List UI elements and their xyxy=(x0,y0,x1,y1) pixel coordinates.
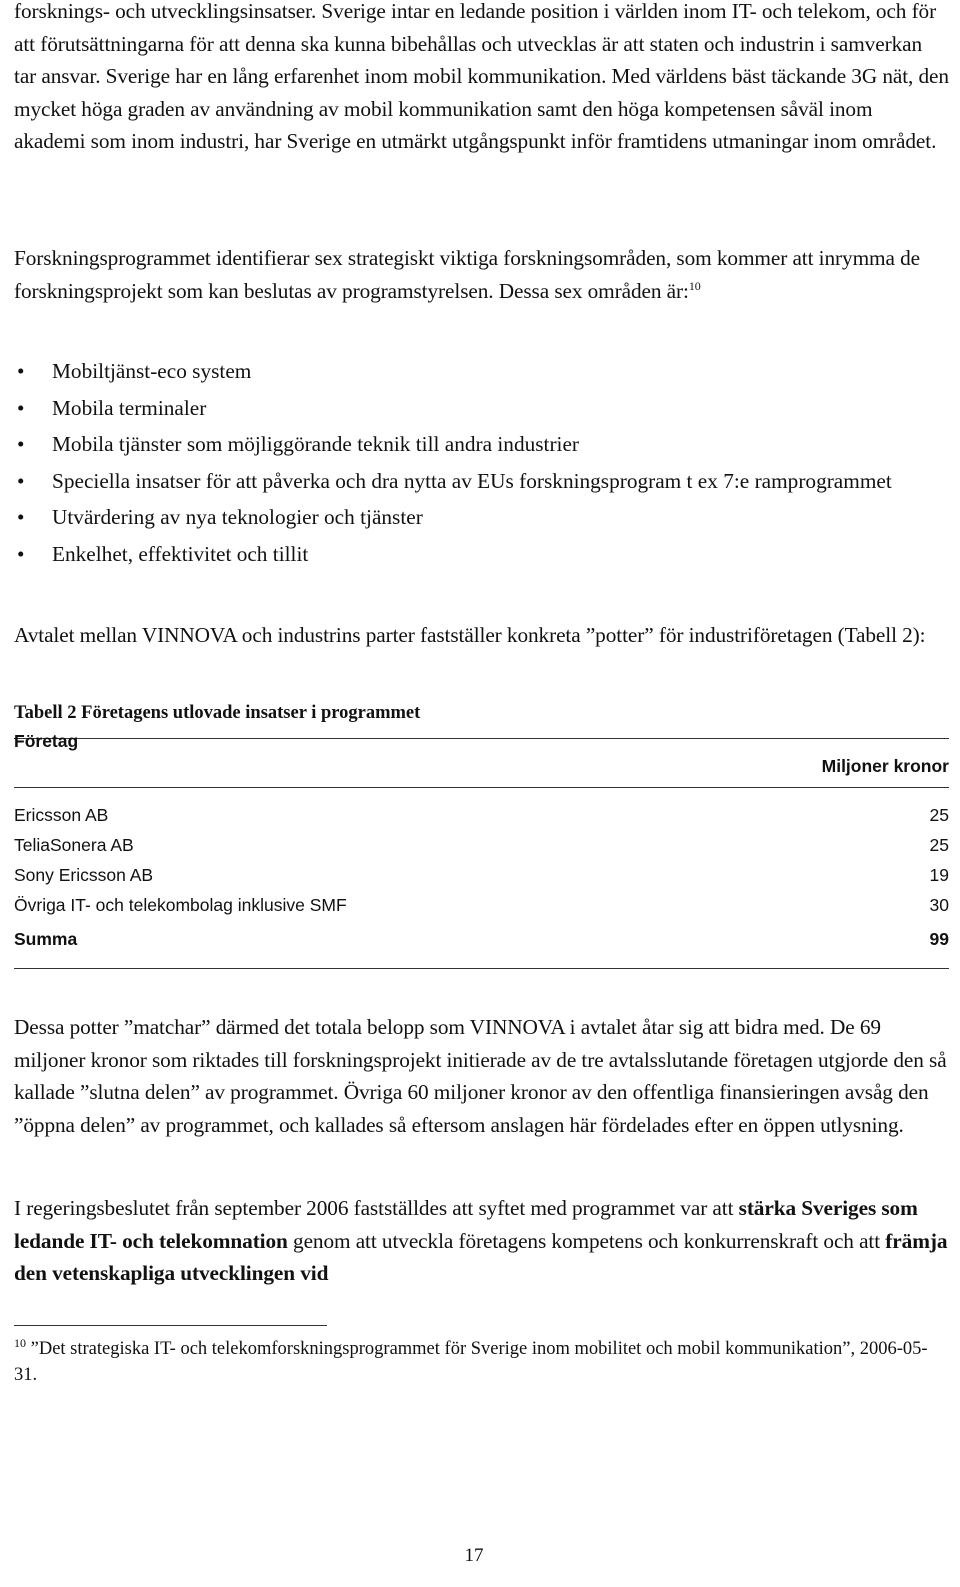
list-item xyxy=(14,465,949,498)
table-header-rule xyxy=(14,787,949,788)
paragraph-matching: Dessa potter ”matchar” därmed det totala belopp som VINNOVA i avtalet åtar sig att bidra med. De 69 miljoner kronor som riktades till forskningsprojekt initierade av de tre avtalsslutande företagen utgjorde den så kallade ”slutna delen” av programmet. Övriga 60 miljoner kronor av den offentliga finansieringen avsåg den ”öppna delen” av programmet, och kallades så eftersom anslagen här fördelades efter en öppen utlysning. xyxy=(14,1015,947,1137)
table-row xyxy=(14,830,949,860)
p5-text-c: genom att utveckla företagens kompetens och konkurrenskraft och att xyxy=(287,1228,886,1253)
footnote-text: ”Det strategiska IT- och telekomforskningsprogrammet för Sverige inom mobilitet och mobil kommunikation”, 2006-05-31. xyxy=(14,1339,928,1385)
column-header-company: Företag xyxy=(14,730,79,751)
bullet-icon: • xyxy=(17,432,25,456)
p5-bold-d: främja den vetenskapliga utvecklingen vid xyxy=(14,1228,948,1285)
company-cell: Övriga IT- och telekombolag inklusive SMF xyxy=(14,894,347,915)
bullet-icon: • xyxy=(17,468,25,493)
amount-cell: 25 xyxy=(929,834,949,855)
list-item-text: Speciella insatser för att påverka och dra nytta av EUs forskningsprogram t ex 7:e ramprogrammet xyxy=(52,468,892,493)
bullet-icon: • xyxy=(17,395,25,420)
list-item xyxy=(14,538,949,571)
list-item xyxy=(14,392,949,425)
p5-text-a: I regeringsbeslutet från september 2006 fastställdes att syftet med programmet var att xyxy=(14,1196,739,1220)
bullet-icon: • xyxy=(17,359,25,383)
bullet-icon: • xyxy=(17,505,25,529)
paragraph-agreement: Avtalet mellan VINNOVA och industrins parter fastställer konkreta ”potter” för industriföretagen (Tabell 2): xyxy=(14,623,926,647)
table-row xyxy=(14,800,949,830)
footnote-number: 10 xyxy=(14,1335,26,1350)
list-item-text: Enkelhet, effektivitet och tillit xyxy=(52,541,309,566)
table-header xyxy=(14,730,949,779)
page-number: 17 xyxy=(464,1545,484,1566)
p5-bold-b: stärka Sveriges som ledande IT- och telekomnation xyxy=(14,1196,918,1253)
list-item-text: Mobila tjänster som möjliggörande teknik till andra industrier xyxy=(52,432,579,456)
research-areas-list xyxy=(14,355,949,574)
paragraph-research-areas-text: Forskningsprogrammet identifierar sex strategiskt viktiga forskningsområden, som kommer att inrymma de forskningsprojekt som kan beslutas av programstyrelsen. Dessa sex områden är: xyxy=(14,246,920,303)
column-header-amount: Miljoner kronor xyxy=(821,756,949,776)
table-sum-row xyxy=(14,924,949,954)
paragraph-government-decision xyxy=(14,1192,949,1290)
list-item-text: Mobiltjänst-eco system xyxy=(52,359,252,383)
bullet-icon: • xyxy=(17,541,25,566)
table-row xyxy=(14,860,949,890)
footnote-separator xyxy=(14,1325,327,1326)
table-bottom-rule xyxy=(14,968,949,969)
company-cell: TeliaSonera AB xyxy=(14,834,134,855)
amount-cell: 19 xyxy=(929,864,949,885)
list-item-text: Utvärdering av nya teknologier och tjänster xyxy=(52,505,423,529)
sum-value: 99 xyxy=(929,928,949,949)
company-commitments-table xyxy=(14,730,949,969)
footnote xyxy=(14,1336,949,1388)
amount-cell: 25 xyxy=(929,804,949,825)
amount-cell: 30 xyxy=(929,894,949,915)
company-cell: Ericsson AB xyxy=(14,804,109,825)
list-item-text: Mobila terminaler xyxy=(52,395,207,420)
paragraph-intro: forsknings- och utvecklingsinsatser. Sverige intar en ledande position i världen inom IT- och telekom, och för att förutsättningarna för att denna ska kunna bibehållas och utvecklas är att staten och industrin i samverkan tar ansvar. Sverige har en lång erfarenhet inom mobil kommunikation. Med världens bäst täckande 3G nät, den mycket höga graden av användning av mobil kommunikation samt den höga kompetensen såväl inom akademi som inom industri, har Sverige en utmärkt utgångspunkt inför framtidens utmaningar inom området. xyxy=(14,0,949,153)
sum-label: Summa xyxy=(14,928,78,949)
paragraph-research-areas xyxy=(14,242,949,307)
table-body xyxy=(14,800,949,954)
table-title: Tabell 2 Företagens utlovade insatser i programmet xyxy=(14,703,421,723)
list-item xyxy=(14,501,949,534)
table-row xyxy=(14,890,949,920)
list-item xyxy=(14,428,949,461)
list-item xyxy=(14,355,949,388)
company-cell: Sony Ericsson AB xyxy=(14,864,154,885)
footnote-reference[interactable]: 10 xyxy=(688,278,701,293)
